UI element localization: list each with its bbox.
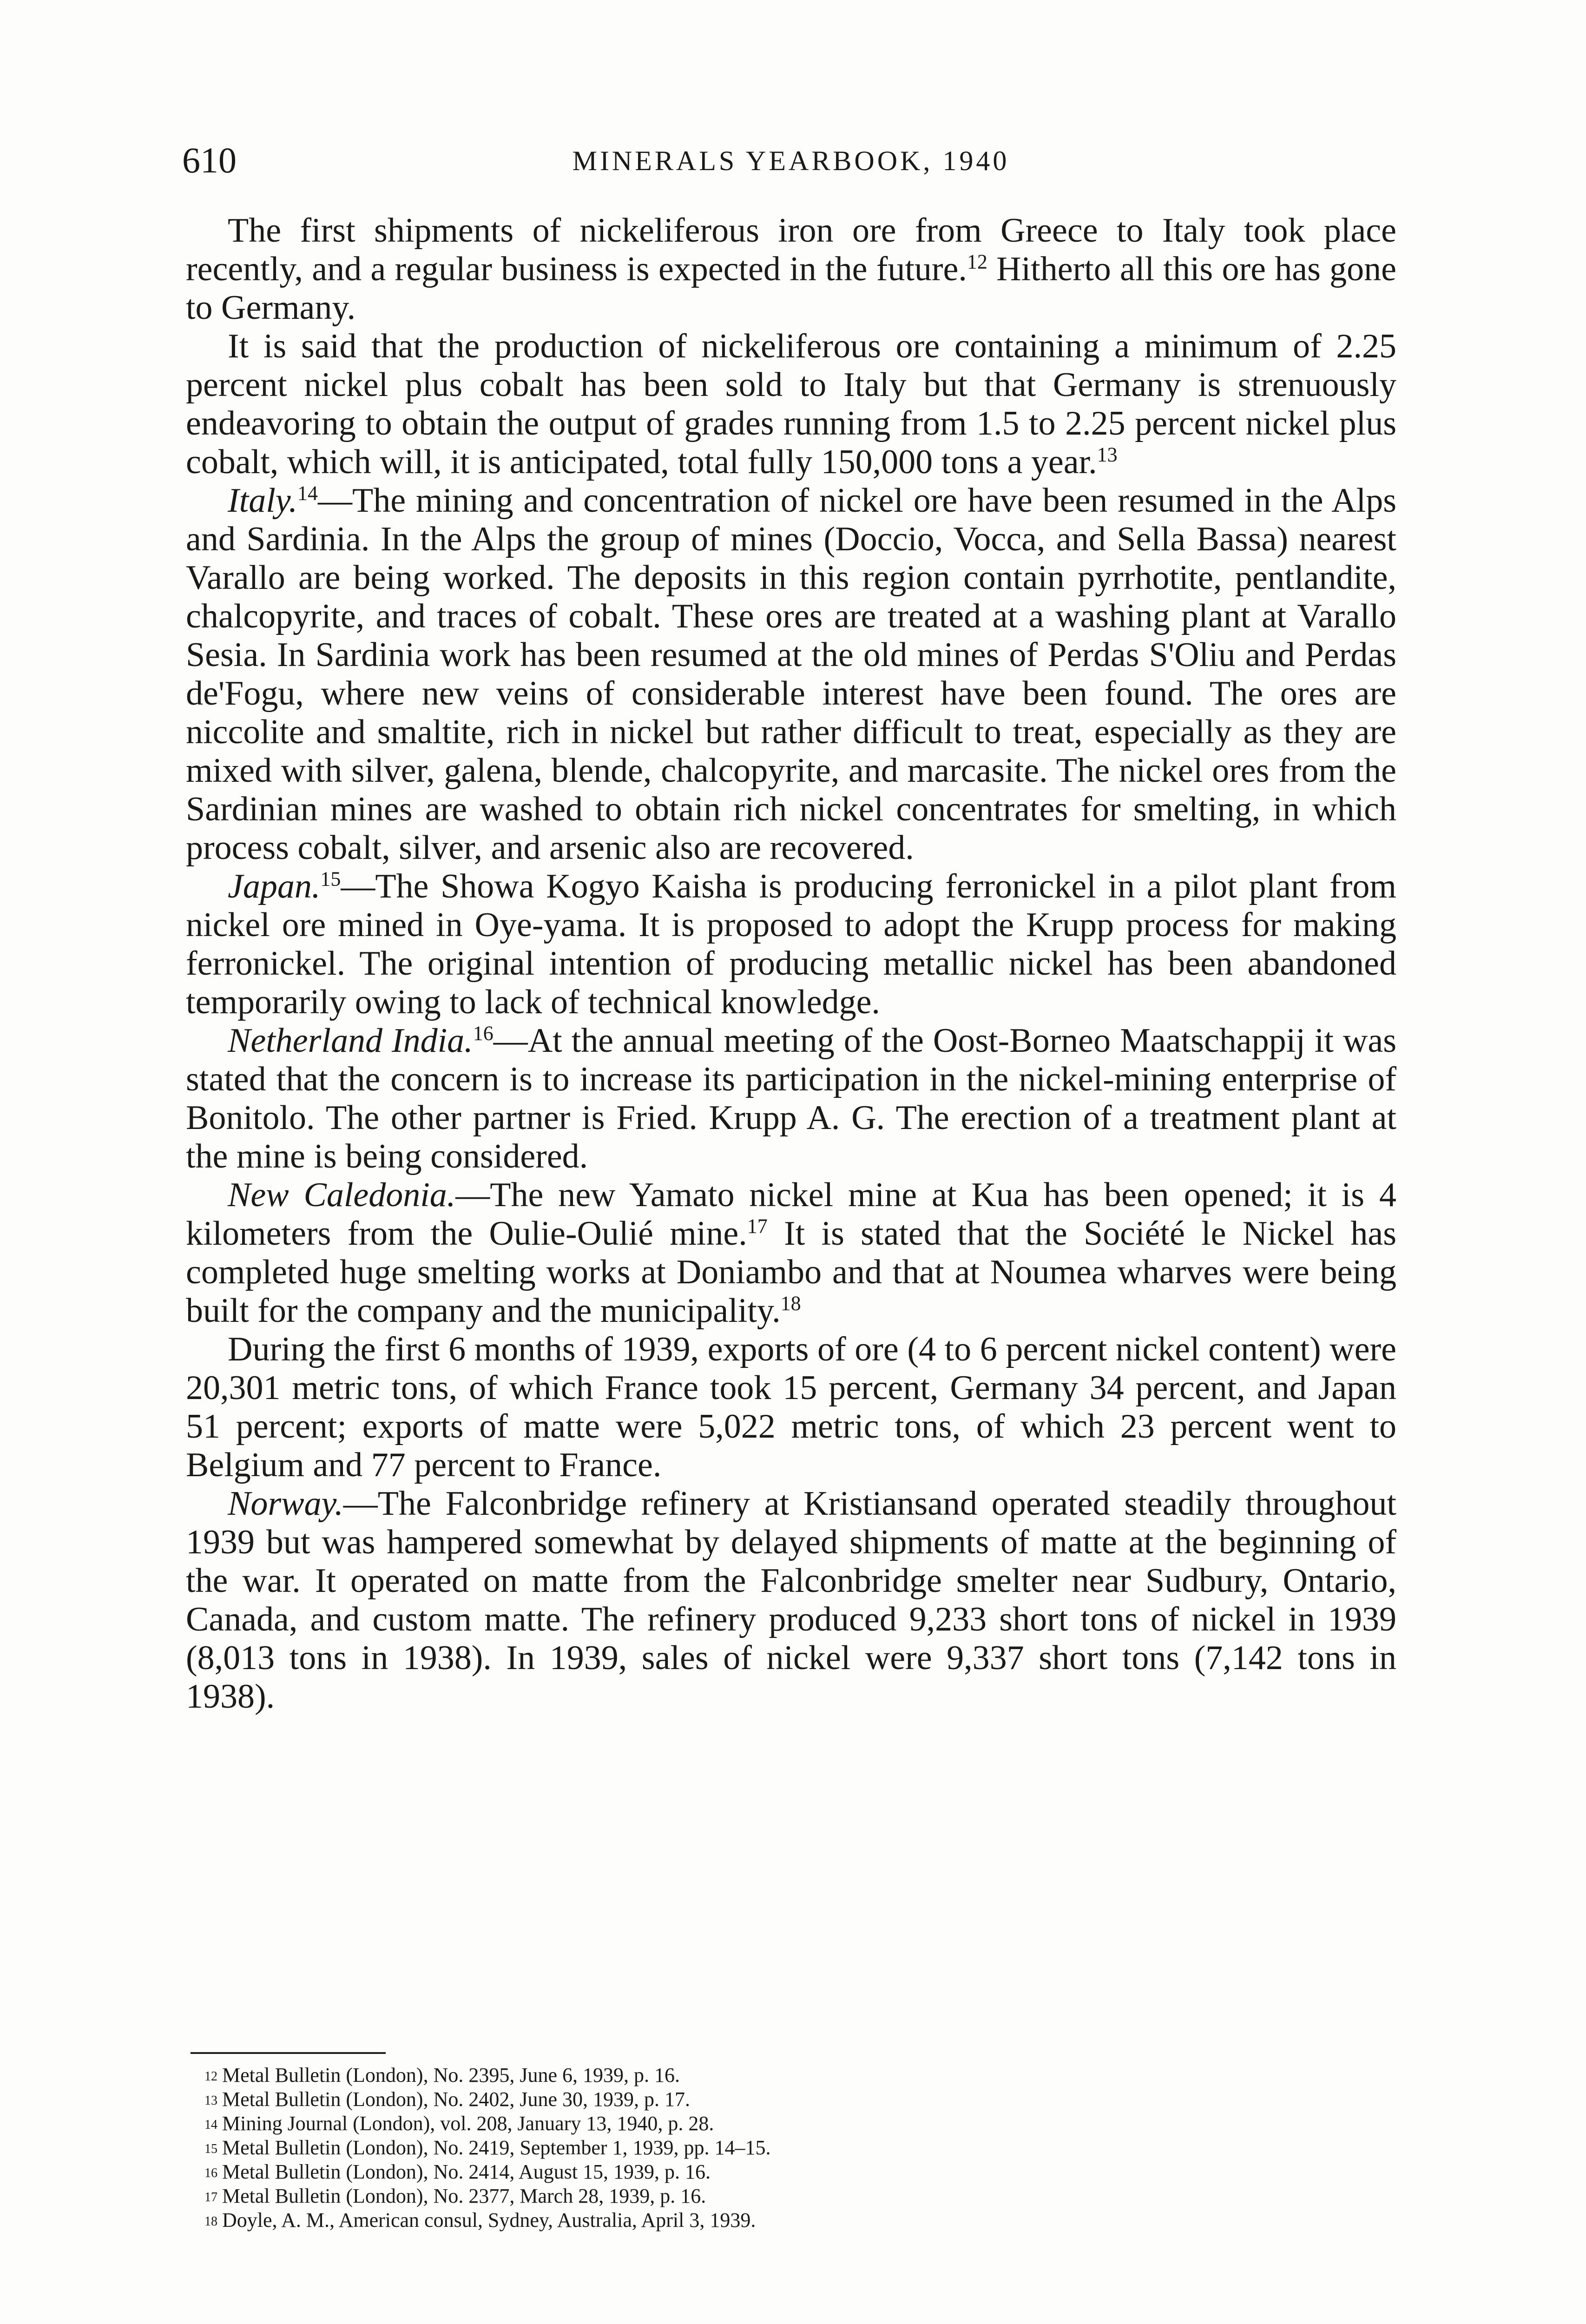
- footnote-ref: 17: [747, 1215, 768, 1238]
- paragraph-text: Hitherto all this ore has gone to Germany.: [186, 250, 1396, 327]
- footnotes: [204, 2064, 1134, 2233]
- section-lead: Italy.: [228, 482, 298, 520]
- section-lead: New Caledonia.: [228, 1176, 456, 1214]
- section-lead: Netherland India.: [228, 1022, 473, 1060]
- paragraph: [186, 327, 1396, 482]
- footnote-mark: 16: [204, 2166, 217, 2180]
- paragraph: [186, 211, 1396, 327]
- section-lead: Japan.: [228, 867, 321, 905]
- footnote-text: Metal Bulletin (London), No. 2395, June 6, 1939, p. 16.: [222, 2064, 680, 2086]
- paragraph-text: During the first 6 months of 1939, exports of ore (4 to 6 percent nickel content) were 20,301 metric tons, of which France took 15 percent, Germany 34 percent, and Japan 51 percent; exports of matte were 5,022 metric tons, of which 23 percent went to Belgium and 77 percent to France.: [186, 1330, 1396, 1484]
- footnote: [204, 2136, 1134, 2160]
- footnote-text: Mining Journal (London), vol. 208, January 13, 1940, p. 28.: [222, 2112, 714, 2135]
- paragraph-text: —The Falconbridge refinery at Kristiansand operated steadily throughout 1939 but was hampered somewhat by delayed shipments of matte at the beginning of the war. It operated on matte from the Falconbridge smelter near Sudbury, Ontario, Canada, and custom matte. The refinery produced 9,233 short tons of nickel in 1939 (8,013 tons in 1938). In 1939, sales of nickel were 9,337 short tons (7,142 tons in 1938).: [186, 1485, 1396, 1716]
- paragraph-text: —The mining and concentration of nickel ore have been resumed in the Alps and Sardinia. In the Alps the group of mines (Doccio, Vocca, and Sella Bassa) nearest Varallo are being worked. The deposits in this region contain pyrrhotite, pentlandite, chalcopyrite, and traces of cobalt. These ores are treated at a washing plant at Varallo Sesia. In Sardinia work has been resumed at the old mines of Perdas S'Oliu and Perdas de'Fogu, where new veins of considerable interest have been found. The ores are niccolite and smaltite, rich in nickel but rather difficult to treat, especially as they are mixed with silver, galena, blende, chalcopyrite, and marcasite. The nickel ores from the Sardinian mines are washed to obtain rich nickel concentrates for smelting, in which process cobalt, silver, and arsenic also are recovered.: [186, 482, 1396, 867]
- footnote-mark: 12: [204, 2069, 217, 2084]
- paragraph-italy: [186, 482, 1396, 867]
- footnote-ref: 16: [473, 1022, 494, 1045]
- footnote-ref: 18: [780, 1292, 801, 1315]
- footnote: [204, 2160, 1134, 2185]
- footnote-text: Metal Bulletin (London), No. 2419, September 1, 1939, pp. 14–15.: [222, 2136, 771, 2159]
- paragraph-text: —The Showa Kogyo Kaisha is producing ferronickel in a pilot plant from nickel ore mined in Oye-yama. It is proposed to adopt the Krupp process for making ferronickel. The original intention of producing metallic nickel has been abandoned temporarily owing to lack of technical knowledge.: [186, 867, 1396, 1021]
- footnote-rule: [191, 2052, 386, 2054]
- footnote-mark: 13: [204, 2093, 217, 2108]
- section-lead: Norway.: [228, 1485, 343, 1523]
- paragraph-text: The first shipments of nickeliferous iron ore from Greece to Italy took place recently, and a regular business is expected in the future.: [186, 211, 1396, 288]
- page-header: [182, 139, 1400, 191]
- paragraph: [186, 1330, 1396, 1485]
- footnote: [204, 2064, 1134, 2088]
- footnote: [204, 2112, 1134, 2136]
- footnote-mark: 18: [204, 2214, 217, 2229]
- footnote-text: Metal Bulletin (London), No. 2402, June 30, 1939, p. 17.: [222, 2088, 691, 2111]
- footnote-ref: 12: [967, 250, 987, 273]
- page-number: 610: [182, 140, 237, 180]
- paragraph-text: It is said that the production of nickeliferous ore containing a minimum of 2.25 percent nickel plus cobalt has been sold to Italy but that Germany is strenuously endeavoring to obtain the output of grades running from 1.5 to 2.25 percent nickel plus cobalt, which will, it is anticipated, total fully 150,000 tons a year.: [186, 327, 1396, 481]
- paragraph-netherland-india: [186, 1022, 1396, 1176]
- footnote-ref: 13: [1097, 443, 1118, 466]
- body-text: [186, 211, 1396, 1716]
- footnote-ref: 14: [297, 482, 318, 505]
- footnote: [204, 2209, 1134, 2233]
- footnote-mark: 15: [204, 2142, 217, 2156]
- footnote-text: Metal Bulletin (London), No. 2377, March 28, 1939, p. 16.: [222, 2185, 706, 2207]
- paragraph-text: It is stated that the Société le Nickel has completed huge smelting works at Doniambo and that at Noumea wharves were being built for the company and the municipality.: [186, 1215, 1396, 1330]
- footnote: [204, 2185, 1134, 2209]
- footnote-mark: 17: [204, 2190, 217, 2205]
- paragraph-japan: [186, 867, 1396, 1022]
- running-head: MINERALS YEARBOOK, 1940: [572, 145, 1010, 176]
- footnote-text: Doyle, A. M., American consul, Sydney, Australia, April 3, 1939.: [222, 2209, 756, 2232]
- footnote: [204, 2088, 1134, 2112]
- footnote-mark: 14: [204, 2118, 217, 2132]
- footnote-text: Metal Bulletin (London), No. 2414, August 15, 1939, p. 16.: [222, 2160, 711, 2183]
- paragraph-norway: [186, 1485, 1396, 1716]
- paragraph-new-caledonia: [186, 1176, 1396, 1330]
- footnote-ref: 15: [320, 867, 341, 891]
- paragraph-text: —The new Yamato nickel mine at Kua has been opened; it is 4 kilometers from the Oulie-Oulié mine.: [186, 1176, 1396, 1253]
- paragraph-text: —At the annual meeting of the Oost-Borneo Maatschappij it was stated that the concern is to increase its participation in the nickel-mining enterprise of Bonitolo. The other partner is Fried. Krupp A. G. The erection of a treatment plant at the mine is being considered.: [186, 1022, 1396, 1175]
